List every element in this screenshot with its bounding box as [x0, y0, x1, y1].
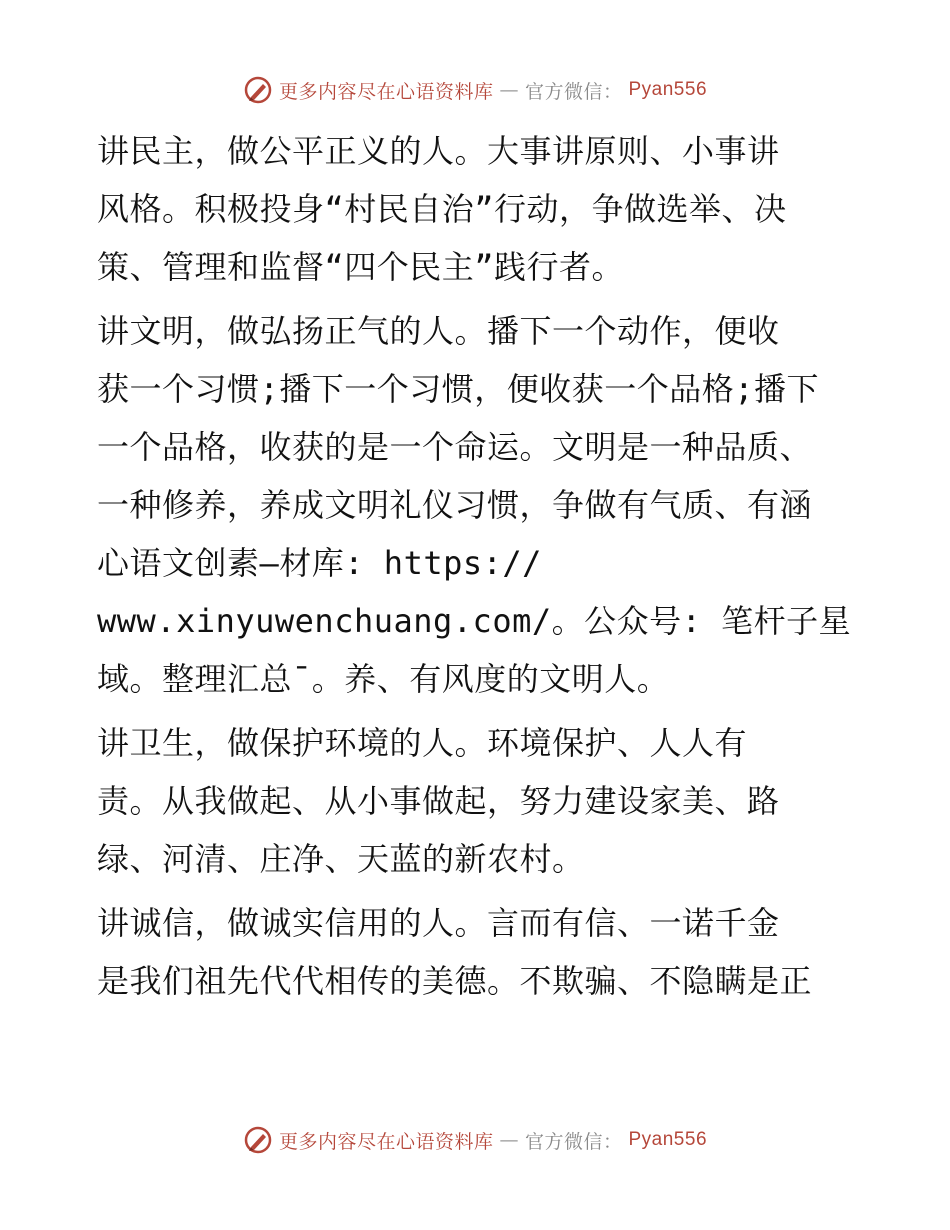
watermark-wechat-label: 官方微信： — [524, 80, 623, 103]
text-line: 心语文创素—材库: https:// — [97, 544, 542, 582]
paragraph-hygiene — [97, 714, 857, 888]
watermark-wechat-label: 官方微信： — [524, 1130, 623, 1153]
text-line: www.xinyuwenchuang.com/。公众号: 笔杆子星 — [97, 602, 852, 640]
text-line: 风格。积极投身“村民自治”行动，争做选举、决 — [97, 190, 787, 228]
watermark-text: 更多内容尽在心语资料库 — [278, 80, 494, 103]
pen-logo-icon — [243, 75, 273, 105]
watermark-wechat-id: Pyan556 — [628, 1129, 708, 1150]
watermark-dash: — — [499, 79, 519, 101]
paragraph-integrity — [97, 894, 857, 1010]
watermark-dash: — — [499, 1129, 519, 1151]
pen-logo-icon — [243, 1125, 273, 1155]
document-body — [97, 122, 857, 1014]
text-line: 讲文明，做弘扬正气的人。播下一个动作，便收 — [97, 312, 780, 350]
text-line: 策、管理和监督“四个民主”践行者。 — [97, 248, 625, 286]
text-line: 责。从我做起、从小事做起，努力建设家美、路 — [97, 782, 780, 820]
text-line: 获一个习惯;播下一个习惯，便收获一个品格;播下 — [97, 370, 820, 408]
text-line: 是我们祖先代代相传的美德。不欺骗、不隐瞒是正 — [97, 962, 813, 1000]
text-line: 讲卫生，做保护环境的人。环境保护、人人有 — [97, 724, 748, 762]
watermark — [243, 75, 707, 105]
paragraph-democracy — [97, 122, 857, 296]
text-line: 讲诚信，做诚实信用的人。言而有信、一诺千金 — [97, 904, 780, 942]
page-footer-watermark — [0, 1122, 950, 1158]
paragraph-civility — [97, 302, 857, 708]
page-header-watermark — [0, 72, 950, 108]
watermark-text: 更多内容尽在心语资料库 — [278, 1130, 494, 1153]
text-line: 域。整理汇总¯。养、有风度的文明人。 — [97, 660, 670, 698]
text-line: 一种修养，养成文明礼仪习惯，争做有气质、有涵 — [97, 486, 813, 524]
watermark-wechat-id: Pyan556 — [628, 79, 708, 100]
text-line: 一个品格，收获的是一个命运。文明是一种品质、 — [97, 428, 813, 466]
text-line: 讲民主，做公平正义的人。大事讲原则、小事讲 — [97, 132, 780, 170]
text-line: 绿、河清、庄净、天蓝的新农村。 — [97, 840, 585, 878]
watermark — [243, 1125, 707, 1155]
